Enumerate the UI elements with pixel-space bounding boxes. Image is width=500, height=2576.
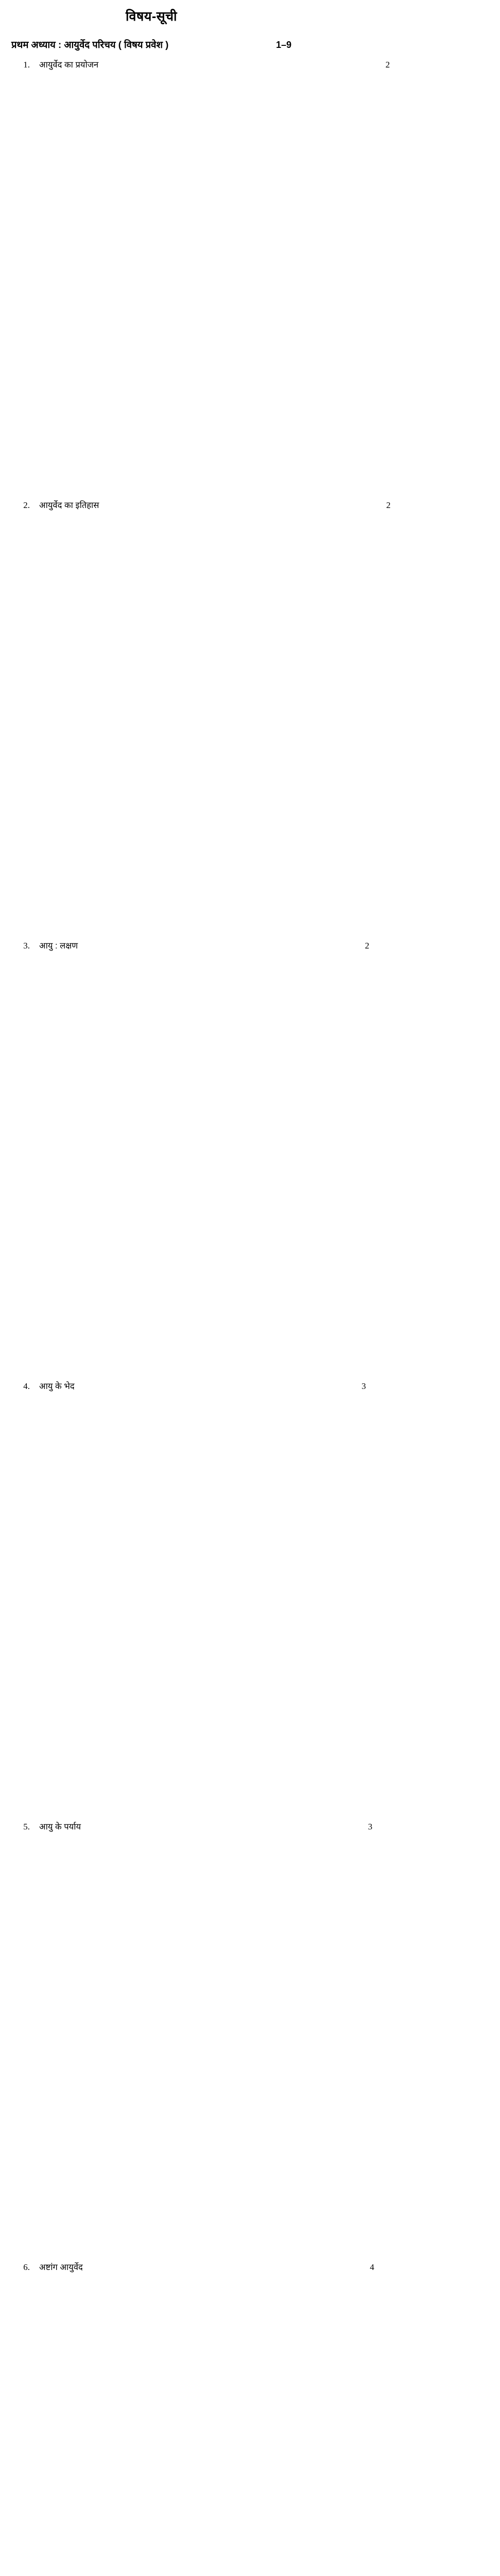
entry-number: 2. [11,501,39,510]
entry-page: 4 [83,2259,392,2576]
entry-label: आयुर्वेद का प्रयोजन [39,61,98,70]
entry-page: 3 [75,1378,384,1812]
list-item[interactable] [11,1375,291,1815]
list-item[interactable] [11,1815,291,2256]
entry-page: 2 [98,56,407,491]
chapter-title: प्रथम अध्याय : आयुर्वेद परिचय ( विषय प्रवेश ) [11,38,260,51]
entry-label: आयुर्वेद का इतिहास [39,501,99,510]
entry-page: 2 [78,937,387,1372]
entry-number: 5. [11,1822,39,1831]
chapter-page-range: 1–9 [260,40,291,50]
document-page [0,0,309,435]
entry-page: 2 [99,497,408,931]
entry-page: 3 [81,1818,390,2253]
entry-number: 3. [11,941,39,950]
entry-number: 4. [11,1382,39,1391]
entry-label: आयु के पर्याय [39,1823,81,1832]
entry-label: आयु : लक्षण [39,942,78,951]
entry-number: 6. [11,2263,39,2272]
page-title: विषय-सूची [11,7,291,25]
list-item[interactable] [11,934,291,1375]
list-item[interactable] [11,2256,291,2576]
chapter-section [11,38,291,2576]
list-item[interactable] [11,494,291,934]
list-item[interactable] [11,53,291,494]
entry-number: 1. [11,60,39,69]
chapter-heading [11,38,291,51]
entry-label: अष्टांग आयुर्वेद [39,2263,83,2272]
entry-label: आयु के भेद [39,1382,75,1391]
